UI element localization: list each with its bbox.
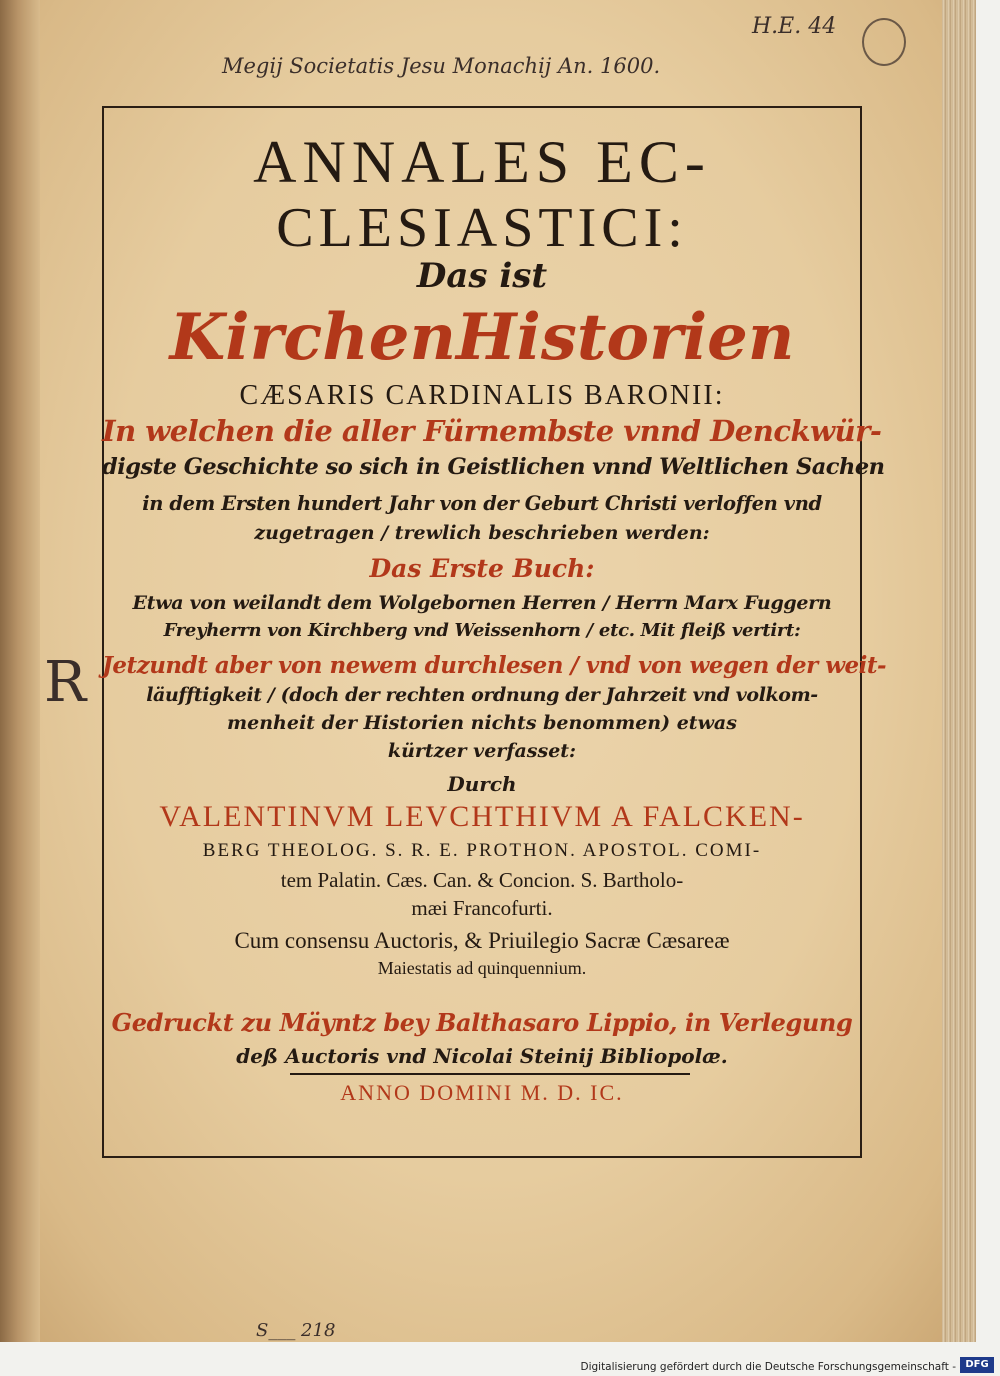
title-line-2: CLESIASTICI: bbox=[276, 197, 688, 259]
handwritten-shelfmark: H.E. 44 bbox=[752, 14, 837, 39]
privilege-line-2: Maiestatis ad quinquennium. bbox=[377, 958, 587, 978]
title-line-5: CÆSARIS CARDINALIS BARONII: bbox=[239, 380, 725, 411]
handwritten-bottom-note: S___ 218 bbox=[256, 1320, 336, 1341]
author-line-2: BERG THEOLOG. S. R. E. PROTHON. APOSTOL. COMI- bbox=[202, 840, 762, 861]
body-line-1: In welchen die aller Fürnembste vnnd Denckwür- bbox=[102, 414, 882, 448]
body-line-6: Etwa von weilandt dem Wolgebornen Herren / Herrn Marx Fuggern bbox=[132, 592, 832, 614]
body-line-10: menheit der Historien nichts benommen) etwas bbox=[227, 712, 737, 734]
author-line-3: tem Palatin. Cæs. Can. & Concion. S. Bartholo- bbox=[280, 868, 684, 892]
author-line-4: mæi Francofurti. bbox=[411, 896, 553, 920]
dfg-logo-icon: DFG bbox=[960, 1357, 994, 1373]
title-line-1: ANNALES EC- bbox=[253, 129, 711, 195]
title-line-3: Das ist bbox=[416, 256, 548, 296]
body-line-7: Freyherrn von Kirchberg vnd Weissenhorn / etc. Mit fleiß vertirt: bbox=[163, 620, 801, 641]
imprint-line-1: Gedruckt zu Mäyntz bey Balthasaro Lippio, in Verlegung bbox=[111, 1008, 853, 1037]
book-spine-shadow bbox=[0, 0, 40, 1342]
privilege-line-1: Cum consensu Auctoris, & Priuilegio Sacræ Cæsareæ bbox=[234, 928, 730, 953]
body-line-4: zugetragen / trewlich beschrieben werden: bbox=[254, 522, 710, 544]
body-line-2: digste Geschichte so sich in Geistlichen vnnd Weltlichen Sachen bbox=[102, 454, 885, 480]
body-line-12: Durch bbox=[447, 772, 517, 796]
imprint-rule bbox=[290, 1073, 690, 1075]
page-edges bbox=[942, 0, 976, 1342]
imprint-date: ANNO DOMINI M. D. IC. bbox=[340, 1080, 624, 1105]
body-line-5: Das Erste Buch: bbox=[369, 554, 595, 583]
title-line-4: KirchenHistorien bbox=[169, 300, 795, 375]
body-line-9: läufftigkeit / (doch der rechten ordnung der Jahrzeit vnd volkom- bbox=[146, 684, 818, 706]
body-line-3: in dem Ersten hundert Jahr von der Geburt Christi verloffen vnd bbox=[142, 492, 822, 515]
body-line-8: Jetzundt aber von newem durchlesen / vnd von wegen der weit- bbox=[102, 652, 887, 679]
body-line-11: kürtzer verfasset: bbox=[387, 740, 577, 762]
shelfmark-stamp-icon bbox=[862, 18, 906, 66]
author-line-1: VALENTINVM LEVCHTHIVM A FALCKEN- bbox=[159, 800, 805, 833]
handwritten-provenance-note: Megij Societatis Jesu Monachij An. 1600. bbox=[222, 54, 661, 78]
funding-credit: Digitalisierung gefördert durch die Deutsche Forschungsgemeinschaft - bbox=[580, 1361, 956, 1373]
handwritten-margin-letter: R bbox=[44, 650, 87, 715]
imprint-line-2: deß Auctoris vnd Nicolai Steinij Bibliopolæ. bbox=[236, 1044, 728, 1068]
